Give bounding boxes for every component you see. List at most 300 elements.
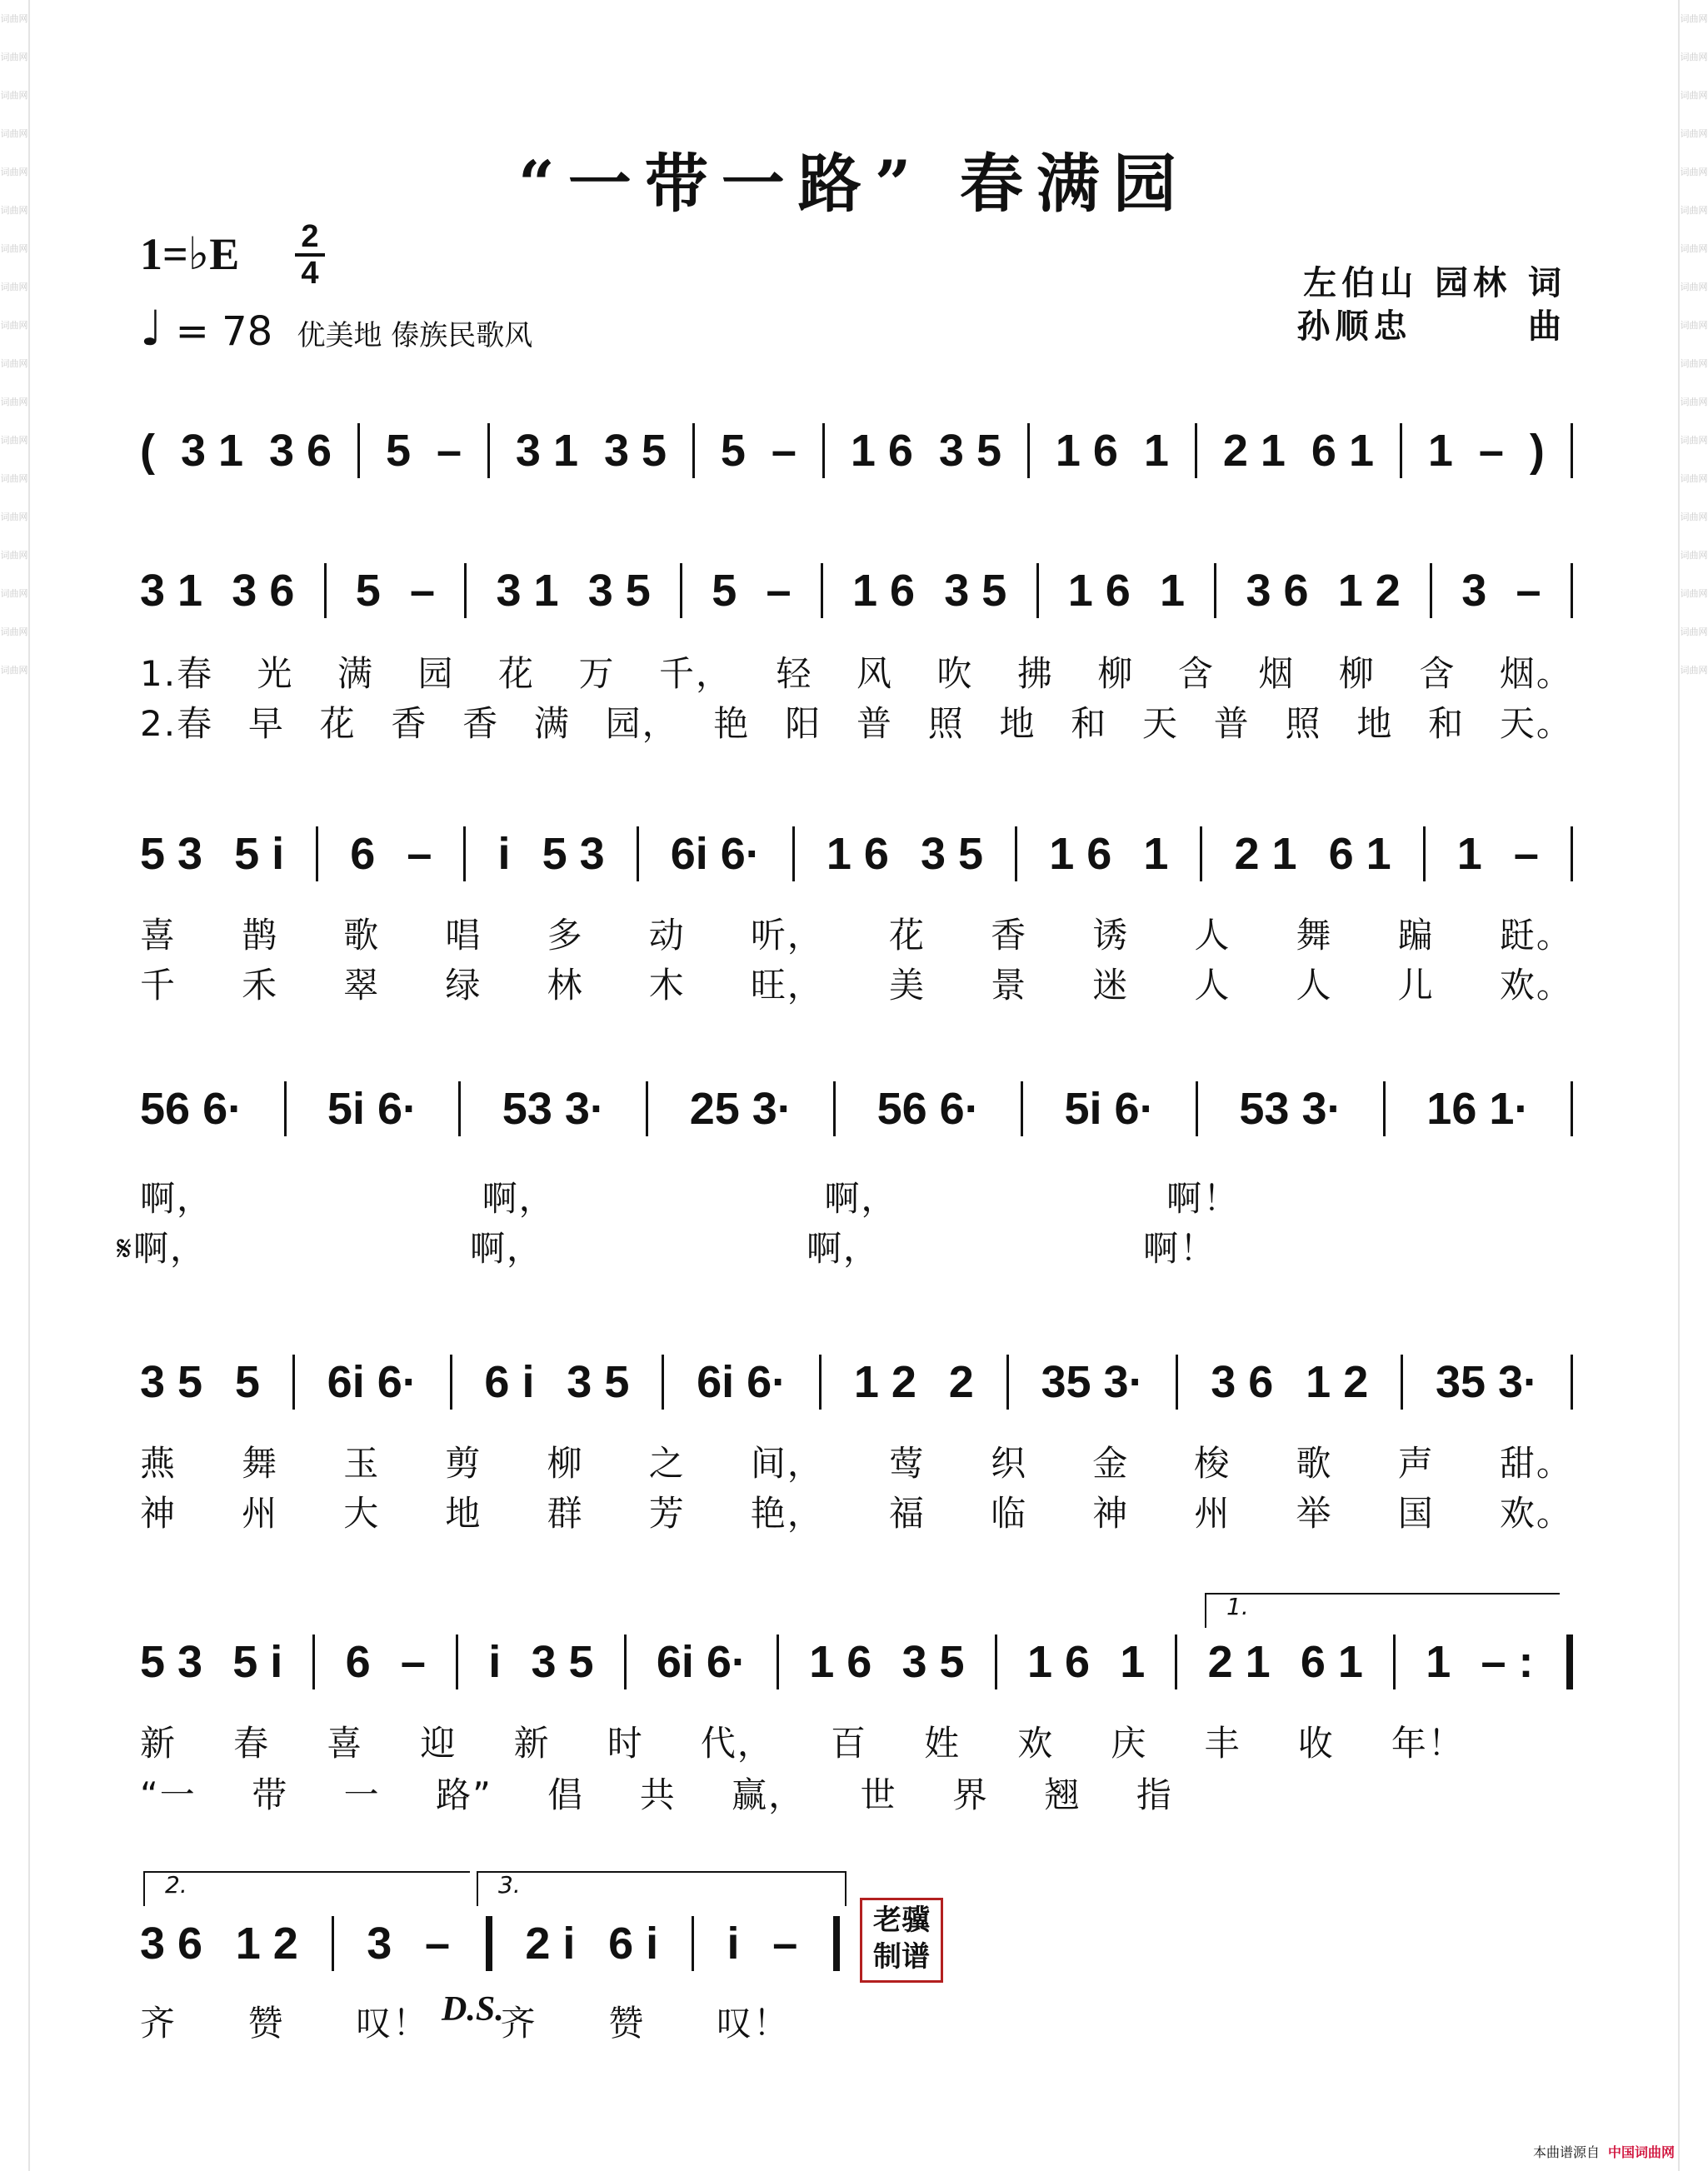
- note-group: ): [1529, 426, 1545, 476]
- bar-line: [1571, 563, 1573, 618]
- note-group: 1 2: [1337, 566, 1401, 616]
- bar-line: [1196, 1081, 1198, 1136]
- bar-line: [450, 1355, 452, 1410]
- note-group: 5 i: [232, 1637, 283, 1687]
- lyric-syllable: 国: [1397, 1493, 1435, 1534]
- bar-line: [1021, 1081, 1023, 1136]
- note-group: 1: [1159, 566, 1186, 616]
- note-group: 5i 6·: [1064, 1084, 1155, 1134]
- bar-line: [357, 423, 360, 478]
- note-group: 6 1: [1300, 1637, 1363, 1687]
- edge-watermark-text: 词曲网: [0, 358, 28, 369]
- lyrics-s4-v2: [140, 1486, 1573, 1536]
- note-group: 6i 6·: [327, 1357, 417, 1407]
- lyrics-s3-v1: [140, 1171, 1573, 1221]
- lyric-syllable: 香: [462, 703, 500, 744]
- note-group: 1 6: [826, 829, 889, 879]
- note-group: 3 6: [268, 426, 332, 476]
- bar-line: [464, 563, 467, 618]
- edge-watermark-text: 词曲网: [0, 588, 28, 599]
- bar-line: [831, 1916, 840, 1971]
- note-group: –: [772, 1919, 798, 1969]
- lyrics-s2-v1: [140, 908, 1573, 958]
- lyric-syllable: 路”: [436, 1774, 492, 1815]
- bar-line: [680, 563, 682, 618]
- lyric-syllable: 轻: [776, 653, 813, 694]
- lyric-syllable: 林: [547, 965, 584, 1006]
- note-group: 5: [712, 566, 737, 616]
- lyric-syllable: 喜: [327, 1723, 364, 1764]
- note-group: 6 i: [484, 1357, 535, 1407]
- lyric-syllable: 花: [888, 915, 926, 956]
- edge-watermark-text: 词曲网: [1680, 512, 1708, 522]
- lyric-syllable: 收: [1297, 1723, 1335, 1764]
- bar-line: [284, 1081, 287, 1136]
- note-group: 2: [948, 1357, 974, 1407]
- note-group: 3 5: [531, 1637, 594, 1687]
- quarter-note-icon: ♩: [140, 300, 163, 357]
- lyric-syllable: 燕: [140, 1443, 177, 1484]
- bar-line: [1200, 826, 1202, 881]
- arranger-stamp: 老骥制谱: [860, 1898, 943, 1983]
- bar-line: [1027, 423, 1030, 478]
- lyric-syllable: 花: [319, 703, 357, 744]
- note-group: 2 1: [1207, 1637, 1271, 1687]
- lyric-syllable: 齐: [140, 2003, 177, 2044]
- lyric-syllable: 地: [1356, 703, 1394, 744]
- edge-watermark-text: 词曲网: [1680, 626, 1708, 637]
- note-group: 3 5: [603, 426, 667, 476]
- lyric-syllable: 地: [445, 1493, 482, 1534]
- footer-source-text: 本曲谱源自: [1532, 2144, 1600, 2160]
- edge-watermark-text: 词曲网: [1680, 397, 1708, 407]
- lyric-syllable: 翠: [343, 965, 381, 1006]
- bar-line: [1571, 826, 1573, 881]
- lyric-syllable: 啊，: [140, 1178, 214, 1219]
- note-group: 3 1: [515, 426, 578, 476]
- time-top: 2: [301, 219, 319, 254]
- key-signature: 1=♭E: [140, 229, 240, 279]
- note-group: 35 3·: [1041, 1357, 1144, 1407]
- lyric-syllable: 啊，: [482, 1178, 556, 1219]
- lyric-syllable: 含: [1419, 653, 1456, 694]
- lyric-syllable: 时: [607, 1723, 644, 1764]
- lyric-syllable: 𝄋啊，: [117, 1228, 207, 1269]
- bar-line: [1175, 1634, 1177, 1689]
- lyric-syllable: 舞: [1296, 915, 1333, 956]
- note-group: 1 6: [1067, 566, 1131, 616]
- lyric-syllable: 人: [1194, 965, 1231, 1006]
- lyric-syllable: 姓: [924, 1723, 961, 1764]
- edge-watermark-text: 词曲网: [0, 435, 28, 446]
- lyric-syllable: 香: [991, 915, 1028, 956]
- bar-line: [1571, 1355, 1573, 1410]
- note-group: 1 2: [1306, 1357, 1369, 1407]
- bar-line: [1195, 423, 1197, 478]
- lyric-syllable: 禾: [242, 965, 279, 1006]
- note-group: 1 6: [1026, 1637, 1091, 1687]
- note-group: 5: [385, 426, 411, 476]
- note-group: –: [1513, 829, 1539, 879]
- volta-first: [1205, 1593, 1560, 1628]
- lyric-syllable: 界: [952, 1774, 990, 1815]
- bar-line: [487, 423, 490, 478]
- lyric-syllable: 代，: [700, 1723, 774, 1764]
- lyric-syllable: 群: [547, 1493, 584, 1534]
- note-group: 6i 6·: [656, 1637, 747, 1687]
- note-group: 16 1·: [1426, 1084, 1530, 1134]
- lyric-syllable: 舞: [242, 1443, 279, 1484]
- lyric-syllable: 满: [533, 703, 571, 744]
- lyric-syllable: “一: [140, 1774, 197, 1815]
- lyric-syllable: 神: [140, 1493, 177, 1534]
- edge-watermark-text: 词曲网: [0, 90, 28, 101]
- lyric-syllable: 声: [1397, 1443, 1435, 1484]
- lyric-syllable: 绿: [445, 965, 482, 1006]
- edge-watermark-text: 词曲网: [0, 13, 28, 24]
- lyric-syllable: 剪: [445, 1443, 482, 1484]
- note-group: 56 6·: [140, 1084, 243, 1134]
- lyric-syllable: 莺: [888, 1443, 926, 1484]
- lyric-syllable: 烟。: [1499, 653, 1573, 694]
- lyric-syllable: 景: [991, 965, 1028, 1006]
- lyric-syllable: 欢。: [1499, 1493, 1573, 1534]
- lyric-syllable: 赞: [247, 2003, 285, 2044]
- note-group: 3 1: [140, 566, 203, 616]
- bar-line: [1423, 826, 1426, 881]
- time-bottom: 4: [301, 256, 319, 291]
- note-group: 1 6: [852, 566, 916, 616]
- lyric-syllable: 万: [578, 653, 616, 694]
- note-group: 1: [1427, 426, 1453, 476]
- note-group: i: [488, 1637, 502, 1687]
- lyric-syllable: 柳: [1097, 653, 1135, 694]
- lyric-syllable: 迎: [420, 1723, 457, 1764]
- lyrics-s5-v1: [140, 1716, 1573, 1766]
- lyric-syllable: 州: [1194, 1493, 1231, 1534]
- edge-watermark-text: 词曲网: [0, 550, 28, 561]
- lyrics-s2-v2: [140, 958, 1573, 1008]
- bar-line: [324, 563, 327, 618]
- bar-line: [692, 1916, 694, 1971]
- lyric-syllable: 鹊: [242, 915, 279, 956]
- lyric-syllable: 普: [1213, 703, 1251, 744]
- lyric-syllable: 动: [648, 915, 686, 956]
- edge-watermark-text: 词曲网: [1680, 665, 1708, 676]
- lyric-syllable: 早: [247, 703, 285, 744]
- note-group: 53 3·: [1239, 1084, 1342, 1134]
- note-group: 1: [1143, 829, 1169, 879]
- lyric-syllable: 丰: [1204, 1723, 1241, 1764]
- bar-line: [1214, 563, 1216, 618]
- bar-line: [292, 1355, 295, 1410]
- note-group: 3 1: [180, 426, 244, 476]
- volta-first-label: 1.: [1226, 1593, 1249, 1620]
- edge-watermark-text: 词曲网: [1680, 52, 1708, 62]
- lyric-syllable: 梭: [1194, 1443, 1231, 1484]
- left-edge-strip: [0, 0, 30, 2171]
- note-group: 5 3: [542, 829, 605, 879]
- score-system-4: [140, 1358, 1573, 1406]
- bar-line: [483, 1916, 492, 1971]
- lyric-syllable: 玉: [343, 1443, 381, 1484]
- lyric-syllable: 园: [417, 653, 455, 694]
- lyric-syllable: 庆: [1111, 1723, 1148, 1764]
- note-group: 3 6: [140, 1919, 203, 1969]
- bar-line: [1176, 1355, 1178, 1410]
- note-group: 6 1: [1328, 829, 1391, 879]
- bar-line: [1036, 563, 1039, 618]
- lyric-syllable: 间，: [750, 1443, 824, 1484]
- lyric-syllable: 金: [1092, 1443, 1130, 1484]
- edge-watermark-text: 词曲网: [0, 52, 28, 62]
- score-intro: [140, 427, 1573, 475]
- lyrics-s4-v1: [140, 1436, 1573, 1486]
- note-group: 2 1: [1222, 426, 1286, 476]
- edge-watermark-text: 词曲网: [0, 665, 28, 676]
- note-group: 2 1: [1234, 829, 1297, 879]
- lyric-syllable: 共: [639, 1774, 677, 1815]
- lyric-syllable: 普: [856, 703, 893, 744]
- lyric-syllable: 拂: [1016, 653, 1054, 694]
- bar-line: [456, 1634, 458, 1689]
- note-group: 3: [1461, 566, 1487, 616]
- edge-watermark-text: 词曲网: [0, 282, 28, 292]
- lyric-syllable: 光: [257, 653, 294, 694]
- edge-watermark-text: 词曲网: [1680, 435, 1708, 446]
- note-group: –: [1478, 426, 1504, 476]
- bar-line: [637, 826, 639, 881]
- note-group: 5 i: [234, 829, 285, 879]
- bar-line: [332, 1916, 334, 1971]
- bar-line: [1015, 826, 1017, 881]
- note-group: (: [140, 426, 155, 476]
- lyric-syllable: 唱: [445, 915, 482, 956]
- lyrics-s1-v1: [140, 646, 1573, 696]
- note-group: 56 6·: [876, 1084, 980, 1134]
- note-group: 1: [1456, 829, 1482, 879]
- bar-line: [1401, 1355, 1403, 1410]
- score-system-6: [140, 1919, 840, 1968]
- lyric-syllable: 赞: [608, 2003, 646, 2044]
- note-group: 25 3·: [689, 1084, 792, 1134]
- note-group: 6: [350, 829, 376, 879]
- lyric-syllable: 齐: [500, 2003, 537, 2044]
- lyric-syllable: 木: [648, 965, 686, 1006]
- note-group: 1 2: [853, 1357, 916, 1407]
- lyric-syllable: 蹁: [1397, 915, 1435, 956]
- edge-watermark-text: 词曲网: [0, 320, 28, 331]
- edge-watermark-text: 词曲网: [1680, 588, 1708, 599]
- lyric-syllable: 歌: [343, 915, 381, 956]
- edge-watermark-text: 词曲网: [1680, 167, 1708, 177]
- note-group: 1 6: [809, 1637, 872, 1687]
- bar-line: [792, 826, 795, 881]
- composer-credit: 孙顺忠 曲: [1296, 307, 1566, 346]
- bar-line: [822, 423, 825, 478]
- note-group: 5: [234, 1357, 260, 1407]
- lyric-syllable: 欢。: [1499, 965, 1573, 1006]
- bar-line: [819, 1355, 822, 1410]
- lyric-syllable: 艳: [713, 703, 751, 744]
- lyric-syllable: 倡: [547, 1774, 585, 1815]
- lyric-syllable: 多: [547, 915, 584, 956]
- lyric-syllable: 阳: [785, 703, 822, 744]
- lyric-syllable: 州: [242, 1493, 279, 1534]
- footer-site: 中国词曲网: [1607, 2144, 1675, 2160]
- note-group: 5: [720, 426, 746, 476]
- lyric-syllable: 烟: [1258, 653, 1296, 694]
- note-group: 6 i: [608, 1919, 659, 1969]
- lyric-syllable: 喜: [140, 915, 177, 956]
- note-group: 3 5: [140, 1357, 203, 1407]
- note-group: –: [1516, 566, 1541, 616]
- lyric-syllable: 举: [1296, 1493, 1333, 1534]
- bar-line: [316, 826, 318, 881]
- lyric-syllable: 新: [513, 1723, 551, 1764]
- edge-watermark-text: 词曲网: [0, 243, 28, 254]
- lyric-syllable: 迷: [1092, 965, 1130, 1006]
- note-group: –: [436, 426, 462, 476]
- bar-line: [312, 1634, 315, 1689]
- expression-text: 优美地 傣族民歌风: [297, 319, 533, 352]
- note-group: 1 6: [850, 426, 913, 476]
- bar-line: [692, 423, 695, 478]
- note-group: 3: [367, 1919, 392, 1969]
- lyric-syllable: 春: [233, 1723, 271, 1764]
- bar-line: [995, 1634, 997, 1689]
- lyric-syllable: 花: [498, 653, 536, 694]
- note-group: 6: [345, 1637, 371, 1687]
- lyric-syllable: 欢: [1017, 1723, 1055, 1764]
- edge-watermark-text: 词曲网: [1680, 550, 1708, 561]
- lyric-syllable: 年！: [1391, 1723, 1465, 1764]
- edge-watermark-text: 词曲网: [0, 512, 28, 522]
- lyric-syllable: 啊，: [824, 1178, 898, 1219]
- bar-line: [646, 1081, 648, 1136]
- volta-third: [477, 1871, 847, 1906]
- lyric-syllable: 吹: [936, 653, 974, 694]
- bar-line: [662, 1355, 664, 1410]
- lyric-syllable: 照: [927, 703, 965, 744]
- lyric-syllable: 指: [1136, 1774, 1173, 1815]
- volta-second-label: 2.: [165, 1871, 187, 1899]
- lyricist-credit: 左伯山 园林 词: [1303, 264, 1566, 302]
- right-edge-strip: [1678, 0, 1708, 2171]
- lyric-syllable: 临: [991, 1493, 1028, 1534]
- lyric-syllable: 美: [888, 965, 926, 1006]
- edge-watermark-text: 词曲网: [0, 626, 28, 637]
- lyric-syllable: 百: [830, 1723, 867, 1764]
- note-group: –: [766, 566, 792, 616]
- note-group: i: [727, 1919, 740, 1969]
- edge-watermark-text: 词曲网: [0, 205, 28, 216]
- note-group: 3 6: [1246, 566, 1309, 616]
- note-group: 5i 6·: [327, 1084, 417, 1134]
- lyric-syllable: 旺，: [750, 965, 824, 1006]
- lyric-syllable: 含: [1177, 653, 1215, 694]
- lyric-syllable: 1.春: [140, 653, 214, 694]
- footer-source: [1533, 2142, 1675, 2161]
- tempo-bpm: = 78: [175, 308, 273, 355]
- score-system-2: [140, 830, 1573, 878]
- lyric-syllable: 啊！: [1166, 1178, 1240, 1219]
- note-group: 3 1: [496, 566, 559, 616]
- volta-third-label: 3.: [498, 1871, 521, 1899]
- lyric-syllable: 翘: [1044, 1774, 1081, 1815]
- note-group: 3 5: [944, 566, 1007, 616]
- note-group: 3 5: [587, 566, 651, 616]
- note-group: 3 5: [938, 426, 1001, 476]
- lyrics-s1-v2: [140, 696, 1573, 746]
- edge-watermark-text: 词曲网: [1680, 282, 1708, 292]
- note-group: –: [424, 1919, 450, 1969]
- note-group: 1 6: [1049, 829, 1112, 879]
- note-group: 1: [1120, 1637, 1146, 1687]
- lyric-syllable: 柳: [547, 1443, 584, 1484]
- score-system-3: [140, 1085, 1573, 1133]
- bar-line: [1400, 423, 1402, 478]
- edge-watermark-text: 词曲网: [1680, 358, 1708, 369]
- lyric-syllable: 织: [991, 1443, 1028, 1484]
- note-group: –: [407, 829, 432, 879]
- bar-line: [458, 1081, 461, 1136]
- time-signature: [295, 219, 325, 291]
- lyric-syllable: 之: [648, 1443, 686, 1484]
- lyric-syllable: 大: [343, 1493, 381, 1534]
- score-system-1: [140, 566, 1573, 615]
- lyric-syllable: 和: [1428, 703, 1466, 744]
- lyric-syllable: 天。: [1499, 703, 1573, 744]
- lyric-syllable: 新: [140, 1723, 177, 1764]
- note-group: 5: [355, 566, 381, 616]
- note-group: 3 5: [567, 1357, 630, 1407]
- bar-line: [1383, 1081, 1386, 1136]
- note-group: 6i 6·: [670, 829, 761, 879]
- note-group: 1: [1426, 1637, 1451, 1687]
- lyric-syllable: 人: [1296, 965, 1333, 1006]
- lyric-syllable: 2.春: [140, 703, 214, 744]
- lyric-syllable: 叹！: [716, 2003, 790, 2044]
- edge-watermark-text: 词曲网: [0, 167, 28, 177]
- lyric-syllable: 和: [1071, 703, 1108, 744]
- note-group: 1 6: [1055, 426, 1118, 476]
- edge-watermark-text: 词曲网: [1680, 13, 1708, 24]
- lyric-syllable: 千，: [658, 653, 732, 694]
- bar-line: [777, 1634, 779, 1689]
- note-group: 35 3·: [1435, 1357, 1539, 1407]
- lyric-syllable: 福: [888, 1493, 926, 1534]
- lyric-syllable: 世: [860, 1774, 897, 1815]
- note-group: 1: [1143, 426, 1169, 476]
- bar-line: [463, 826, 466, 881]
- lyric-syllable: 带: [252, 1774, 289, 1815]
- note-group: – :: [1481, 1637, 1534, 1687]
- edge-watermark-text: 词曲网: [1680, 473, 1708, 484]
- lyric-syllable: 叹！: [356, 2003, 430, 2044]
- lyric-syllable: 甜。: [1499, 1443, 1573, 1484]
- lyric-syllable: 歌: [1296, 1443, 1333, 1484]
- lyric-syllable: 天: [1142, 703, 1180, 744]
- page-title: “一带一路” 春满园: [518, 147, 1190, 221]
- lyric-syllable: 地: [999, 703, 1036, 744]
- lyric-syllable: 诱: [1092, 915, 1130, 956]
- dal-segno-mark: D.S.: [442, 1990, 504, 2029]
- lyrics-s3-v2: [117, 1221, 1550, 1271]
- lyric-syllable: 啊，: [806, 1228, 880, 1269]
- lyric-syllable: 香: [391, 703, 428, 744]
- lyric-syllable: 满: [337, 653, 375, 694]
